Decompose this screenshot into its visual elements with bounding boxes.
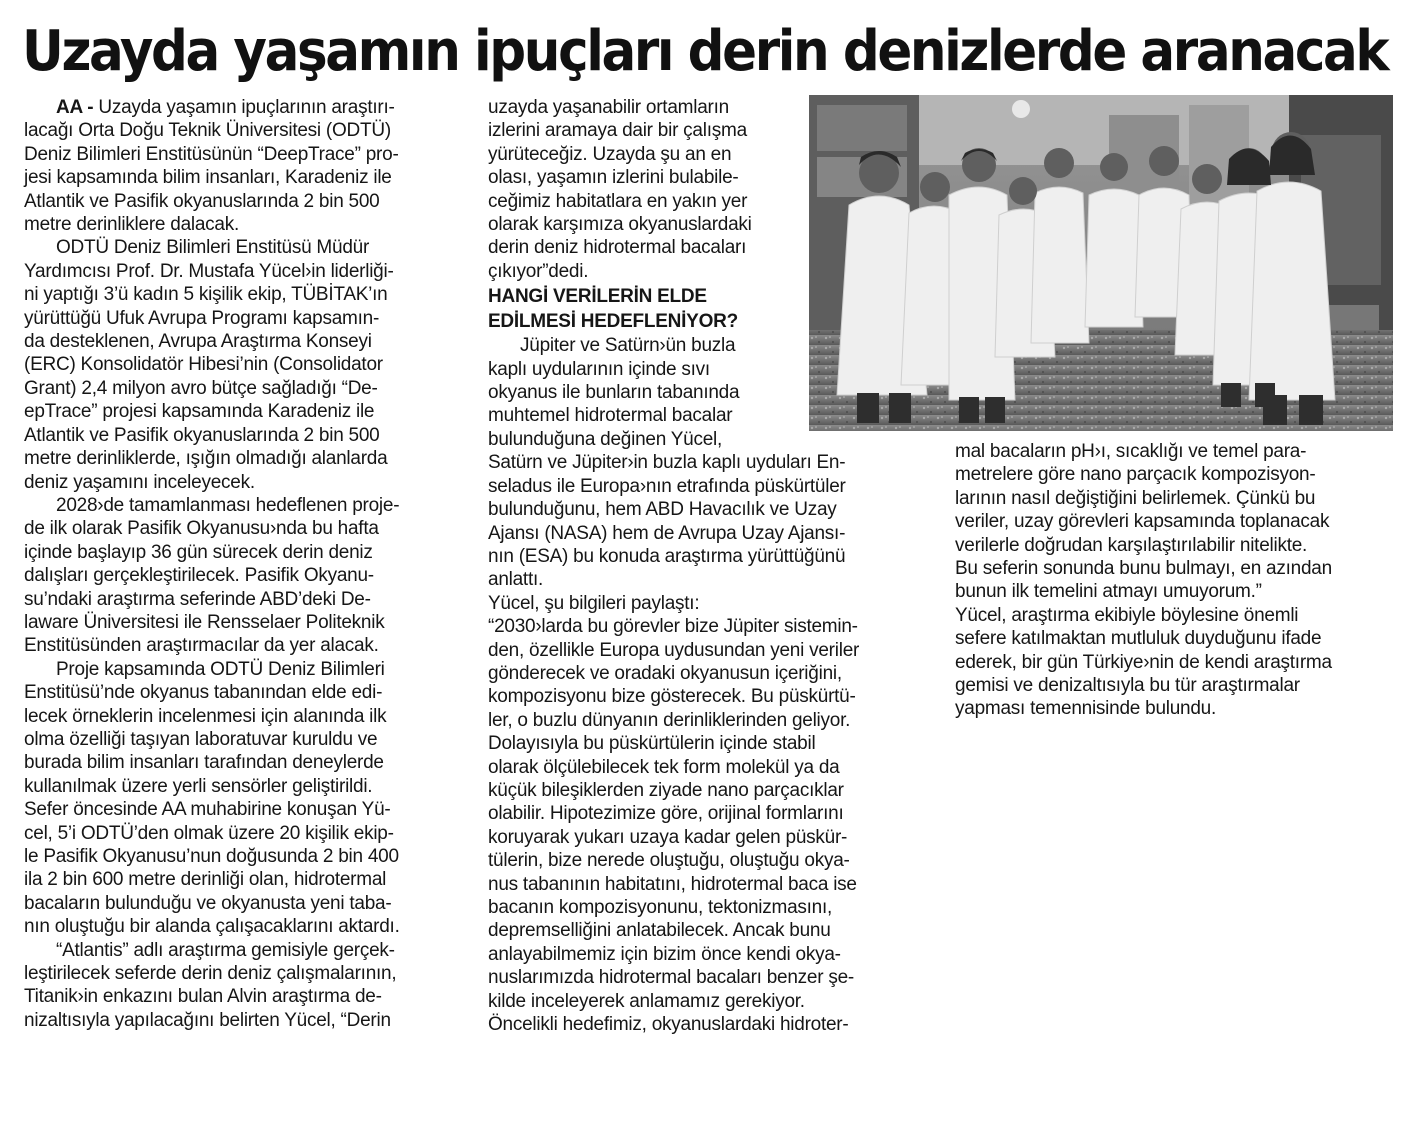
scientists-photo-illustration bbox=[809, 95, 1393, 431]
subheading: HANGİ VERİLERİN ELDE EDİLMESİ HEDEFLENİYOR? bbox=[488, 286, 738, 332]
paragraph: ODTÜ Deniz Bilimleri Enstitüsü Müdür Yardımcısı Prof. Dr. Mustafa Yücel›in liderliği- ni yaptığı 3’ü kadın 5 kişilik ekip, TÜBİTAK’ın yürüttüğü Ufuk Avrupa Programı kapsamın- da desteklenen, Avrupa Araştırma Konseyi (ERC) Konsolidatör Hibesi’nin (Consolidator Grant) 2,4 milyon avro bütçe sağladığı “De- epTrace” projesi kapsamında Karadeniz ile Atlantik ve Pasifik okyanuslarında 2 bin 500 metre derinliklerde, ışığın olmadığı alanlarda deniz yaşamını inceleyecek. bbox=[24, 237, 394, 493]
paragraph: “2030›larda bu görevler bize Jüpiter sistemin- den, özellikle Europa uydusundan yeni veriler gönderecek ve oradaki okyanusun içeriğini, kompozisyonu bize gösterecek. Bu püskürtü- ler, o buzlu dünyanın derinliklerinden geliyor. Dolayısıyla bu püskürtülerin içinde stabil olarak ölçülebilecek tek form molekül ya da küçük bileşiklerden ziyade nano parçacıklar olabilir. Hipotezimize göre, orijinal formlarını koruyarak yukarı uzaya kadar gelen püskür- tülerin, bize nerede oluştuğu, oluştuğu okya- nus tabanının habitatını, hidrotermal baca ise bacanın kompozisyonunu, tektonizmasını, depremselliğini anlatabilecek. Ancak bunu anlayabilmemiz için bizim önce kendi okya- nuslarımızda hidrotermal bacaları benzer şe- kilde inceleyerek anlamamız gerekiyor. Öncelikli hedefimiz, okyanuslardaki hidroter- bbox=[488, 616, 860, 1036]
paragraph-lead bbox=[24, 96, 464, 236]
paragraph: Yücel, şu bilgileri paylaştı: bbox=[488, 592, 700, 614]
paragraph: Proje kapsamında ODTÜ Deniz Bilimleri Enstitüsü’nde okyanus tabanından elde edi- lecek örneklerin incelenmesi için alanında ilk olma özelliği taşıyan laboratuvar kuruldu ve burada bilim insanları tarafından deneylerde kullanılmak üzere yerli sensörler geliştirildi. Sefer öncesinde AA muhabirine konuşan Yü- cel, 5’i ODTÜ’den olmak üzere 20 kişilik ekip- le Pasifik Okyanusu’nun doğusunda 2 bin 400 ila 2 bin 600 metre derinliği olan, hidrotermal bacaların bulunduğu ve okyanusta yeni taba- nın oluştuğu bir alanda çalışacaklarını aktardı. bbox=[24, 658, 400, 938]
paragraph: uzayda yaşanabilir ortamların izlerini aramaya dair bir çalışma yürüteceğiz. Uzayda şu an en olası, yaşamın izlerini bulabile- ceğimiz habitatlara en yakın yer olarak karşımıza okyanuslardaki derin deniz hidrotermal bacaları çıkıyor”dedi. bbox=[488, 97, 752, 282]
paragraph: 2028›de tamamlanması hedeflenen proje- de ilk olarak Pasifik Okyanusu›nda bu hafta içinde başlayıp 36 gün sürecek derin deniz dalışları gerçekleştirilecek. Pasifik Okyanu- su’ndaki araştırma seferinde ABD’deki De- laware Üniversitesi ile Rensselaer Politeknik Enstitüsünden araştırmacılar da yer alacak. bbox=[24, 494, 400, 657]
article-column-1 bbox=[24, 96, 464, 1032]
paragraph: Satürn ve Jüpiter›in buzla kaplı uyduları En- seladus ile Europa›nın etrafında püskürtüler bulunduğunu, hem ABD Havacılık ve Uzay Ajansı (NASA) hem de Avrupa Uzay Ajansı- nın (ESA) bu konuda araştırma yürüttüğünü anlattı. bbox=[488, 452, 846, 591]
paragraph: mal bacaların pH›ı, sıcaklığı ve temel para- metrelere göre nano parçacık kompozisyon- larının nasıl değiştiğini belirlemek. Çünkü bu veriler, uzay görevleri kapsamında toplanacak verilerle doğrudan karşılaştırılabilir nitelikte. Bu seferin sonunda bunu bulmayı, en azından bunun ilk temelini atmayı umuyorum.” bbox=[955, 441, 1332, 603]
source-tag: AA - bbox=[56, 97, 94, 118]
lead-text: Uzayda yaşamın ipuçlarının araştırı- lacağı Orta Doğu Teknik Üniversitesi (ODTÜ) Deniz Bilimleri Enstitüsünün “DeepTrace” pro- jesi kapsamında bilim insanları, Karadeniz ile Atlantik ve Pasifik okyanuslarında 2 bin 500 metre derinliklere dalacak. bbox=[24, 97, 399, 236]
news-photo bbox=[809, 95, 1393, 431]
paragraph: Yücel, araştırma ekibiyle böylesine önemli sefere katılmaktan mutluluk duyduğunu ifade ederek, bir gün Türkiye›nin de kendi araştırma gemisi ve denizaltısıyla bu tür araştırmalar yapması temennisinde bulundu. bbox=[955, 604, 1332, 720]
paragraph: “Atlantis” adlı araştırma gemisiyle gerçek- leştirilecek seferde derin deniz çalışmalarının, Titanik›in enkazını bulan Alvin araştırma de- nizaltısıyla yapılacağını belirten Yücel, “Derin bbox=[24, 939, 397, 1031]
article-column-3 bbox=[955, 440, 1395, 721]
paragraph: Jüpiter ve Satürn›ün buzla kaplı uydularının içinde sıvı okyanus ile bunların tabanında muhtemel hidrotermal bacalar bulunduğuna değinen Yücel, bbox=[488, 335, 740, 450]
headline: Uzayda yaşamın ipuçları derin denizlerde aranacak bbox=[22, 19, 1388, 84]
